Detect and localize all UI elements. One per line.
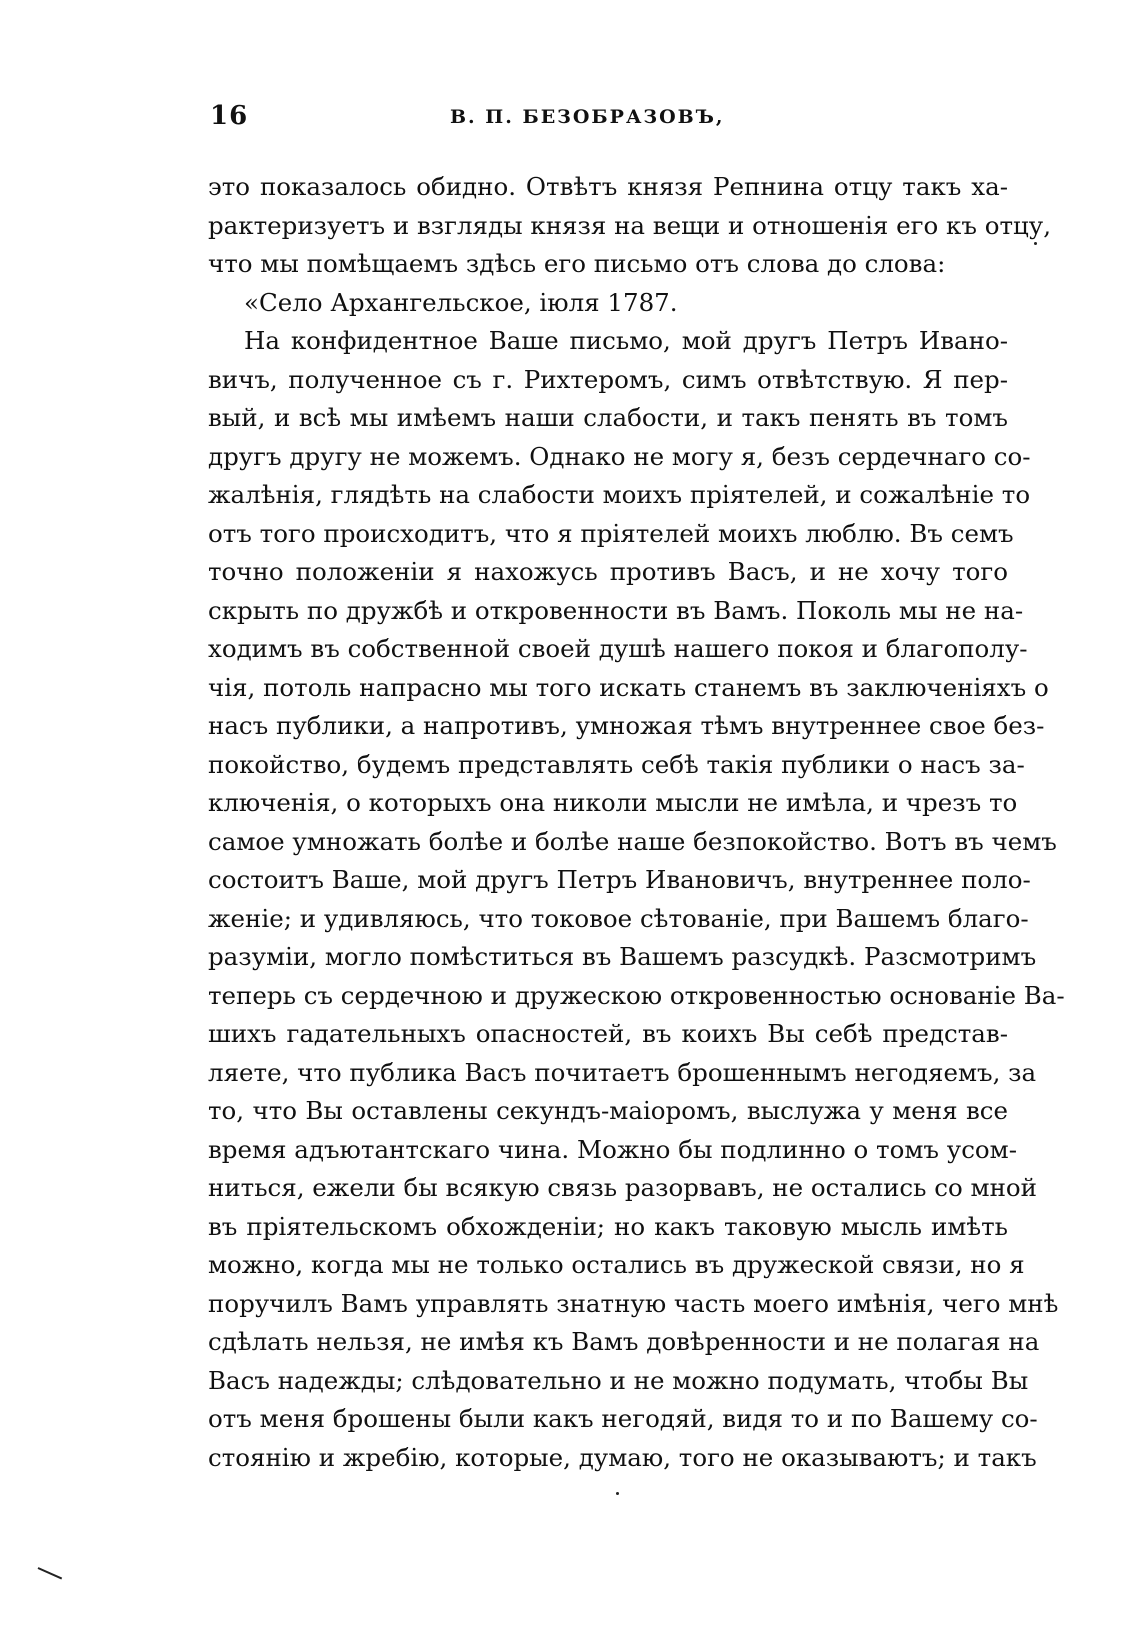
text-line: то, что Вы оставлены секундъ-маіоромъ, выслужа у меня все — [208, 1096, 1008, 1125]
text-line: ключенія, о которыхъ она николи мысли не имѣла, и чрезъ то — [208, 788, 1018, 817]
page-number: 16 — [210, 101, 249, 131]
scan-speck — [616, 1492, 619, 1495]
text-line: вичъ, полученное съ г. Рихтеромъ, симъ отвѣтствую. Я пер- — [208, 364, 1008, 394]
text-line: ходимъ въ собственной своей душѣ нашего покоя и благополу- — [208, 634, 1028, 663]
text-line: стоянію и жребію, которые, думаю, того не оказываютъ; и такъ — [208, 1442, 1037, 1472]
text-line: шихъ гадательныхъ опасностей, въ коихъ Вы себѣ представ- — [208, 1019, 1008, 1048]
text-line: самое умножать болѣе и болѣе наше безпокойство. Вотъ въ чемъ — [208, 826, 1057, 856]
text-line: время адъютантскаго чина. Можно бы подлинно о томъ усом- — [208, 1134, 1018, 1164]
text-line: На конфидентное Ваше письмо, мой другъ Петръ Ивано- — [244, 326, 1008, 355]
text-line: въ пріятельскомъ обхожденіи; но какъ таковую мысль имѣть — [208, 1211, 1008, 1241]
text-line: разуміи, могло помѣститься въ Вашемъ разсудкѣ. Разсмотримъ — [208, 942, 1037, 971]
text-line: состоитъ Ваше, мой другъ Петръ Ивановичъ, внутреннее поло- — [208, 865, 1031, 894]
running-head — [210, 101, 1010, 141]
text-line: покойство, будемъ представлять себѣ такія публики о насъ за- — [208, 749, 1025, 779]
text-line: отъ меня брошены были какъ негодяй, видя то и по Вашему со- — [208, 1404, 1038, 1433]
text-line: вый, и всѣ мы имѣемъ наши слабости, и такъ пенять въ томъ — [208, 403, 1008, 432]
body-text — [208, 168, 1065, 1477]
text-line: Васъ надежды; слѣдовательно и не можно подумать, чтобы Вы — [208, 1365, 1029, 1395]
text-line: рактеризуетъ и взгляды князя на вещи и отношенія его къ отцу, — [208, 210, 1052, 240]
text-line: теперь съ сердечною и дружескою откровенностью основаніе Ва- — [208, 980, 1065, 1010]
text-line: сдѣлать нельзя, не имѣя къ Вамъ довѣренности и не полагая на — [208, 1327, 1040, 1356]
text-line: ляете, что публика Васъ почитаетъ брошеннымъ негодяемъ, за — [208, 1057, 1037, 1087]
scan-speck — [1034, 242, 1037, 245]
text-line: можно, когда мы не только остались въ дружеской связи, но я — [208, 1250, 1025, 1279]
text-line: насъ публики, а напротивъ, умножая тѣмъ внутреннее свое без- — [208, 711, 1045, 740]
running-title: В. П. БЕЗОБРАЗОВЪ, — [450, 106, 725, 128]
text-line: чія, потоль напрасно мы того искать станемъ въ заключеніяхъ о — [208, 672, 1049, 702]
text-line: что мы помѣщаемъ здѣсь его письмо отъ слова до слова: — [208, 249, 946, 278]
text-line: это показалось обидно. Отвѣтъ князя Репнина отцу такъ ха- — [208, 172, 1008, 201]
scan-scratch — [38, 1567, 63, 1579]
text-line: поручилъ Вамъ управлять знатную часть моего имѣнія, чего мнѣ — [208, 1288, 1059, 1318]
text-line: скрыть по дружбѣ и откровенности въ Вамъ. Поколь мы не на- — [208, 595, 1024, 625]
text-line: женіе; и удивляюсь, что токовое сѣтованіе, при Вашемъ благо- — [208, 903, 1029, 933]
letter-dateline: «Село Архангельское, іюля 1787. — [244, 287, 678, 317]
text-line: жалѣнія, глядѣть на слабости моихъ пріятелей, и сожалѣніе то — [208, 480, 1031, 509]
text-line: другъ другу не можемъ. Однако не могу я, безъ сердечнаго со- — [208, 441, 1031, 471]
text-line: ниться, ежели бы всякую связь разорвавъ, не остались со мной — [208, 1173, 1037, 1202]
text-line: точно положеніи я нахожусь противъ Васъ, и не хочу того — [208, 557, 1008, 586]
text-line: отъ того происходитъ, что я пріятелей моихъ люблю. Въ семъ — [208, 518, 1014, 548]
